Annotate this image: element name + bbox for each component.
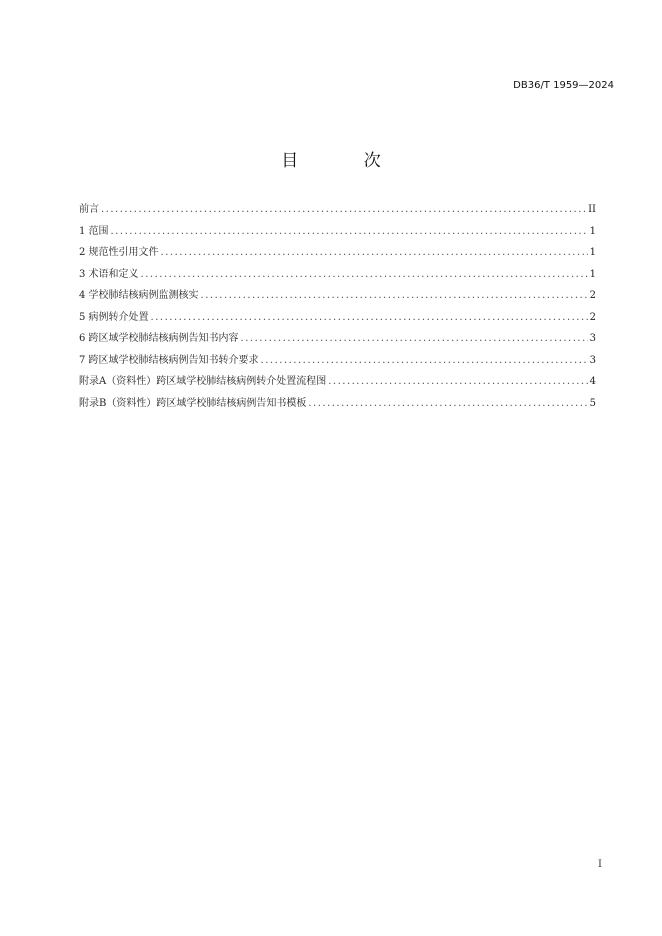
toc-leader-dots <box>308 393 587 415</box>
toc-entry[interactable] <box>79 393 596 415</box>
toc-entry-label: 1 范围 <box>79 225 109 237</box>
toc-entry[interactable] <box>79 199 596 221</box>
toc-leader-dots <box>261 350 588 372</box>
toc-entry-label: 6 跨区域学校肺结核病例告知书内容 <box>79 333 239 344</box>
toc-leader-dots <box>201 285 588 307</box>
toc-leader-dots <box>241 328 588 350</box>
toc-entry-label: 3 术语和定义 <box>79 268 139 280</box>
toc-entry-page: 1 <box>589 225 596 237</box>
toc-entry[interactable] <box>79 264 596 286</box>
toc-leader-dots <box>111 221 588 243</box>
toc-entry-page: 2 <box>589 290 596 301</box>
toc-entry[interactable] <box>79 371 596 393</box>
toc-entry-label: 4 学校肺结核病例监测核实 <box>79 290 199 301</box>
toc-entry-label: 附录B（资料性）跨区域学校肺结核病例告知书模板 <box>79 397 307 409</box>
toc-entry-page: II <box>588 204 596 215</box>
toc-entry[interactable] <box>79 307 596 329</box>
toc-entry-page: 5 <box>589 397 596 409</box>
toc-entry[interactable] <box>79 221 596 243</box>
toc-entry-page: 1 <box>589 268 596 280</box>
toc-entry[interactable] <box>79 328 596 350</box>
toc-leader-dots <box>328 371 587 393</box>
table-of-contents <box>79 199 596 414</box>
page-number: I <box>598 859 602 870</box>
toc-title: 目 次 <box>281 151 411 171</box>
toc-entry-page: 1 <box>589 247 596 258</box>
toc-entry-label: 附录A（资料性）跨区域学校肺结核病例转介处置流程图 <box>79 376 327 387</box>
toc-entry[interactable] <box>79 350 596 372</box>
toc-entry-label: 5 病例转介处置 <box>79 311 149 323</box>
toc-entry[interactable] <box>79 242 596 264</box>
toc-entry-page: 4 <box>589 376 596 387</box>
toc-entry-page: 3 <box>589 354 596 366</box>
toc-entry-label: 2 规范性引用文件 <box>79 247 159 258</box>
toc-leader-dots <box>161 242 588 264</box>
toc-entry-label: 7 跨区域学校肺结核病例告知书转介要求 <box>79 354 259 366</box>
toc-leader-dots <box>141 264 588 286</box>
toc-leader-dots <box>101 199 586 221</box>
toc-entry-page: 3 <box>589 333 596 344</box>
toc-entry[interactable] <box>79 285 596 307</box>
toc-entry-page: 2 <box>589 311 596 323</box>
toc-leader-dots <box>151 307 588 329</box>
document-code: DB36/T 1959—2024 <box>513 80 614 91</box>
toc-entry-label: 前言 <box>79 204 99 215</box>
